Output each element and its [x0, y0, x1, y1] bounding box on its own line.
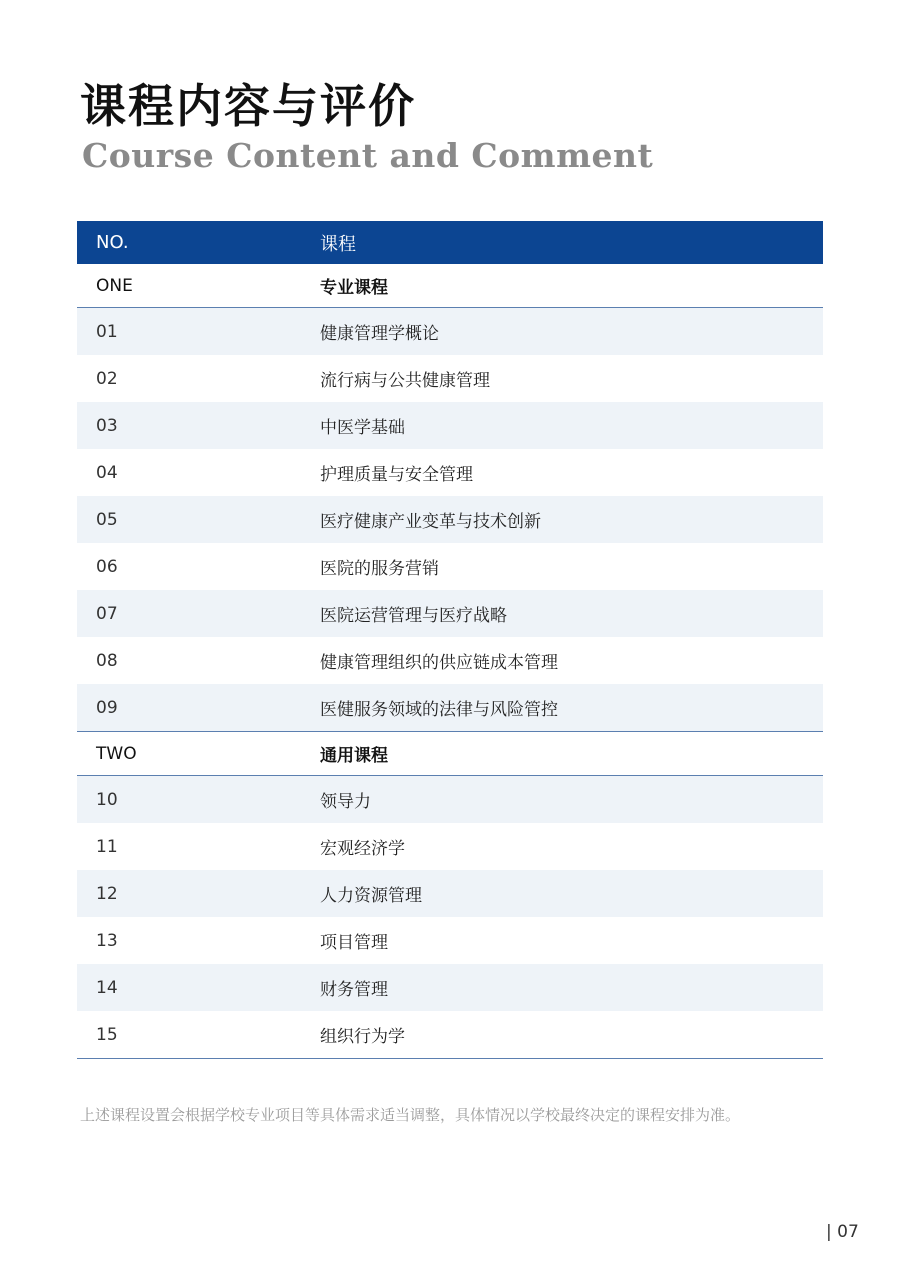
course-no: 09	[96, 697, 118, 718]
course-no: 12	[96, 883, 118, 904]
course-name: 宏观经济学	[320, 839, 405, 859]
course-no: 11	[96, 836, 118, 857]
table-row	[77, 684, 823, 732]
course-name: 护理质量与安全管理	[320, 465, 473, 485]
course-no: 02	[96, 368, 118, 389]
course-table	[77, 221, 823, 1059]
course-no: 01	[96, 321, 118, 342]
footnote: 上述课程设置会根据学校专业项目等具体需求适当调整，具体情况以学校最终决定的课程安排为准。	[80, 1106, 741, 1124]
table-row	[77, 917, 823, 964]
course-name: 医院运营管理与医疗战略	[320, 606, 507, 626]
course-no: 08	[96, 650, 118, 671]
table-row	[77, 402, 823, 449]
section-row-one	[77, 264, 823, 308]
table-row	[77, 870, 823, 917]
column-header-no: NO.	[96, 232, 129, 253]
table-row	[77, 964, 823, 1011]
page-title: 课程内容与评价	[80, 79, 416, 133]
course-no: 03	[96, 415, 118, 436]
table-header-row	[77, 221, 823, 264]
course-no: 05	[96, 509, 118, 530]
section-no: ONE	[96, 275, 133, 296]
table-row	[77, 496, 823, 543]
course-name: 医疗健康产业变革与技术创新	[320, 512, 541, 532]
page-number: | 07	[826, 1222, 859, 1242]
course-no: 04	[96, 462, 118, 483]
page-subtitle: Course Content and Comment	[82, 136, 654, 175]
course-name: 领导力	[320, 792, 371, 812]
course-no: 15	[96, 1024, 118, 1045]
table-row	[77, 776, 823, 823]
section-no: TWO	[96, 743, 137, 764]
section-name: 专业课程	[320, 278, 388, 298]
table-row	[77, 543, 823, 590]
course-no: 06	[96, 556, 118, 577]
course-name: 流行病与公共健康管理	[320, 371, 490, 391]
course-no: 13	[96, 930, 118, 951]
course-name: 组织行为学	[320, 1027, 405, 1047]
table-row	[77, 1011, 823, 1059]
course-name: 人力资源管理	[320, 886, 422, 906]
course-name: 医健服务领域的法律与风险管控	[320, 700, 558, 720]
section-row-two	[77, 732, 823, 776]
course-name: 项目管理	[320, 933, 388, 953]
table-row	[77, 637, 823, 684]
table-row	[77, 823, 823, 870]
section-name: 通用课程	[320, 746, 388, 766]
table-row	[77, 355, 823, 402]
course-no: 07	[96, 603, 118, 624]
course-name: 中医学基础	[320, 418, 405, 438]
course-no: 10	[96, 789, 118, 810]
course-name: 医院的服务营销	[320, 559, 439, 579]
column-header-course: 课程	[320, 233, 356, 255]
course-name: 健康管理组织的供应链成本管理	[320, 653, 558, 673]
table-row	[77, 449, 823, 496]
course-no: 14	[96, 977, 118, 998]
course-name: 健康管理学概论	[320, 324, 439, 344]
table-row	[77, 308, 823, 355]
table-row	[77, 590, 823, 637]
course-name: 财务管理	[320, 980, 388, 1000]
